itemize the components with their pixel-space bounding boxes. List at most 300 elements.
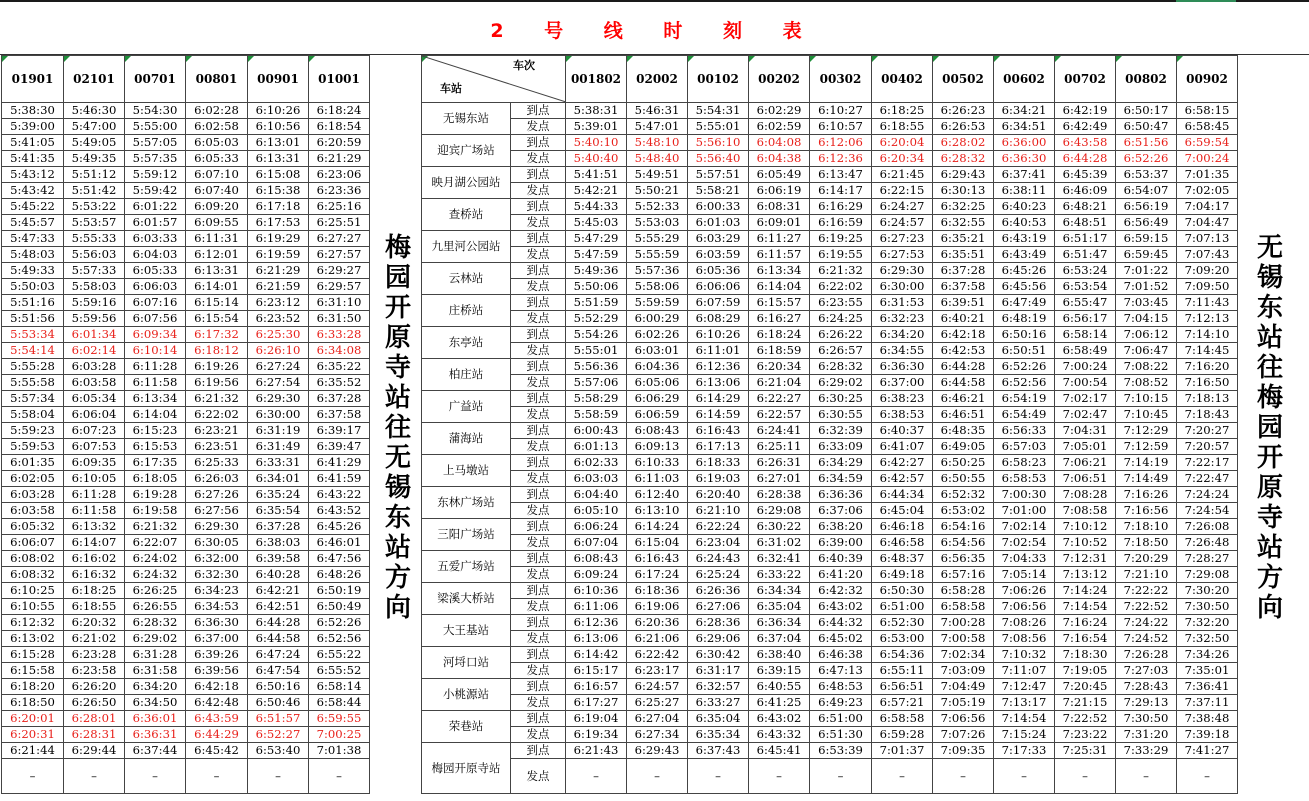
time-cell[interactable]: 6:32:39 [810, 423, 872, 439]
time-cell[interactable]: 6:50:19 [309, 583, 370, 599]
time-cell[interactable]: 6:55:11 [872, 663, 933, 679]
empty-cell[interactable]: – [566, 759, 627, 794]
time-cell[interactable]: 6:49:05 [933, 439, 994, 455]
time-cell[interactable]: 6:11:58 [64, 503, 125, 519]
time-cell[interactable]: 7:20:45 [1055, 679, 1116, 695]
time-cell[interactable]: 6:46:21 [933, 391, 994, 407]
time-cell[interactable]: 6:48:53 [810, 679, 872, 695]
time-cell[interactable]: 6:13:47 [810, 167, 872, 183]
time-cell[interactable]: 6:14:29 [688, 391, 749, 407]
time-cell[interactable]: 7:02:05 [1177, 183, 1238, 199]
time-cell[interactable]: 5:45:03 [566, 215, 627, 231]
time-cell[interactable]: 6:45:41 [749, 743, 810, 759]
time-cell[interactable]: 6:15:58 [2, 663, 64, 679]
time-cell[interactable]: 5:41:05 [2, 135, 64, 151]
time-cell[interactable]: 7:01:52 [1116, 279, 1177, 295]
time-cell[interactable]: 7:02:54 [994, 535, 1055, 551]
time-cell[interactable]: 6:29:02 [125, 631, 186, 647]
time-cell[interactable]: 6:00:43 [566, 423, 627, 439]
time-cell[interactable]: 6:36:31 [125, 727, 186, 743]
time-cell[interactable]: 6:44:28 [933, 359, 994, 375]
time-cell[interactable]: 6:02:05 [2, 471, 64, 487]
time-cell[interactable]: 7:24:52 [1116, 631, 1177, 647]
time-cell[interactable]: 6:52:26 [1116, 151, 1177, 167]
time-cell[interactable]: 6:39:00 [810, 535, 872, 551]
time-cell[interactable]: 6:50:49 [309, 599, 370, 615]
time-cell[interactable]: 6:43:58 [1055, 135, 1116, 151]
time-cell[interactable]: 5:59:56 [64, 311, 125, 327]
time-cell[interactable]: 5:38:31 [566, 103, 627, 119]
time-cell[interactable]: 6:15:14 [186, 295, 248, 311]
time-cell[interactable]: 6:14:59 [688, 407, 749, 423]
time-cell[interactable]: 7:31:20 [1116, 727, 1177, 743]
time-cell[interactable]: 7:09:50 [1177, 279, 1238, 295]
time-cell[interactable]: 6:05:03 [186, 135, 248, 151]
time-cell[interactable]: 6:51:30 [810, 727, 872, 743]
time-cell[interactable]: 6:30:00 [872, 279, 933, 295]
time-cell[interactable]: 6:19:26 [186, 359, 248, 375]
time-cell[interactable]: 6:37:00 [872, 375, 933, 391]
time-cell[interactable]: 6:24:43 [688, 551, 749, 567]
time-cell[interactable]: 5:41:35 [2, 151, 64, 167]
time-cell[interactable]: 6:47:56 [309, 551, 370, 567]
time-cell[interactable]: 6:25:27 [627, 695, 688, 711]
time-cell[interactable]: 6:25:33 [186, 455, 248, 471]
time-cell[interactable]: 6:48:21 [1055, 199, 1116, 215]
time-cell[interactable]: 6:18:55 [64, 599, 125, 615]
time-cell[interactable]: 6:30:25 [810, 391, 872, 407]
time-cell[interactable]: 6:13:34 [125, 391, 186, 407]
time-cell[interactable]: 5:49:51 [627, 167, 688, 183]
time-cell[interactable]: 6:25:51 [309, 215, 370, 231]
time-cell[interactable]: 6:14:42 [566, 647, 627, 663]
time-cell[interactable]: 6:24:27 [872, 199, 933, 215]
time-cell[interactable]: 6:27:56 [186, 503, 248, 519]
time-cell[interactable]: 6:43:02 [810, 599, 872, 615]
station-name[interactable]: 荣巷站 [422, 711, 511, 743]
time-cell[interactable]: 7:01:38 [309, 743, 370, 759]
time-cell[interactable]: 7:20:29 [1116, 551, 1177, 567]
station-name[interactable]: 云林站 [422, 263, 511, 295]
time-cell[interactable]: 6:07:16 [125, 295, 186, 311]
time-cell[interactable]: 6:55:47 [1055, 295, 1116, 311]
time-cell[interactable]: 6:04:03 [125, 247, 186, 263]
time-cell[interactable]: 6:34:50 [125, 695, 186, 711]
time-cell[interactable]: 6:59:45 [1116, 247, 1177, 263]
time-cell[interactable]: 7:18:30 [1055, 647, 1116, 663]
time-cell[interactable]: 5:50:06 [566, 279, 627, 295]
time-cell[interactable]: 6:18:20 [2, 679, 64, 695]
time-cell[interactable]: 6:37:04 [749, 631, 810, 647]
time-cell[interactable]: 6:32:30 [186, 567, 248, 583]
time-cell[interactable]: 5:57:05 [125, 135, 186, 151]
time-cell[interactable]: 5:45:22 [2, 199, 64, 215]
time-cell[interactable]: 6:31:49 [248, 439, 309, 455]
time-cell[interactable]: 6:19:06 [627, 599, 688, 615]
time-cell[interactable]: 6:03:28 [2, 487, 64, 503]
time-cell[interactable]: 6:25:30 [248, 327, 309, 343]
time-cell[interactable]: 6:19:59 [248, 247, 309, 263]
time-cell[interactable]: 7:03:09 [933, 663, 994, 679]
time-cell[interactable]: 5:42:21 [566, 183, 627, 199]
time-cell[interactable]: 6:55:52 [309, 663, 370, 679]
time-cell[interactable]: 6:52:32 [933, 487, 994, 503]
time-cell[interactable]: 6:13:01 [248, 135, 309, 151]
time-cell[interactable]: 6:32:25 [933, 199, 994, 215]
time-cell[interactable]: 6:37:58 [309, 407, 370, 423]
time-cell[interactable]: 6:29:02 [810, 375, 872, 391]
station-name[interactable]: 庄桥站 [422, 295, 511, 327]
time-cell[interactable]: 6:53:39 [810, 743, 872, 759]
time-cell[interactable]: 6:06:19 [749, 183, 810, 199]
time-cell[interactable]: 6:30:00 [248, 407, 309, 423]
time-cell[interactable]: 6:09:13 [627, 439, 688, 455]
time-cell[interactable]: 5:48:10 [627, 135, 688, 151]
time-cell[interactable]: 6:51:17 [1055, 231, 1116, 247]
time-cell[interactable]: 6:06:24 [566, 519, 627, 535]
time-cell[interactable]: 5:59:53 [2, 439, 64, 455]
time-cell[interactable]: 6:13:31 [186, 263, 248, 279]
time-cell[interactable]: 6:29:43 [627, 743, 688, 759]
time-cell[interactable]: 6:37:28 [933, 263, 994, 279]
time-cell[interactable]: 6:02:26 [627, 327, 688, 343]
time-cell[interactable]: 6:30:42 [688, 647, 749, 663]
time-cell[interactable]: 6:11:03 [627, 471, 688, 487]
time-cell[interactable]: 6:37:00 [186, 631, 248, 647]
station-name[interactable]: 东亭站 [422, 327, 511, 359]
time-cell[interactable]: 5:59:16 [64, 295, 125, 311]
time-cell[interactable]: 6:52:56 [994, 375, 1055, 391]
time-cell[interactable]: 7:21:15 [1055, 695, 1116, 711]
time-cell[interactable]: 6:29:30 [872, 263, 933, 279]
time-cell[interactable]: 6:34:20 [125, 679, 186, 695]
time-cell[interactable]: 5:58:29 [566, 391, 627, 407]
time-cell[interactable]: 6:13:06 [566, 631, 627, 647]
time-cell[interactable]: 7:06:21 [1055, 455, 1116, 471]
time-cell[interactable]: 5:57:33 [64, 263, 125, 279]
time-cell[interactable]: 6:43:22 [309, 487, 370, 503]
time-cell[interactable]: 6:03:03 [566, 471, 627, 487]
time-cell[interactable]: 6:37:28 [309, 391, 370, 407]
station-name[interactable]: 无锡东站 [422, 103, 511, 135]
time-cell[interactable]: 7:29:13 [1116, 695, 1177, 711]
time-cell[interactable]: 5:40:40 [566, 151, 627, 167]
time-cell[interactable]: 7:01:00 [994, 503, 1055, 519]
time-cell[interactable]: 7:28:43 [1116, 679, 1177, 695]
time-cell[interactable]: 6:15:57 [749, 295, 810, 311]
time-cell[interactable]: 6:38:40 [749, 647, 810, 663]
time-cell[interactable]: 7:24:54 [1177, 503, 1238, 519]
time-cell[interactable]: 6:27:24 [248, 359, 309, 375]
time-cell[interactable]: 6:45:42 [186, 743, 248, 759]
time-cell[interactable]: 6:40:39 [810, 551, 872, 567]
time-cell[interactable]: 6:50:30 [872, 583, 933, 599]
time-cell[interactable]: 5:54:14 [2, 343, 64, 359]
time-cell[interactable]: 7:38:48 [1177, 711, 1238, 727]
time-cell[interactable]: 6:56:33 [994, 423, 1055, 439]
time-cell[interactable]: 6:20:36 [627, 615, 688, 631]
time-cell[interactable]: 6:02:29 [749, 103, 810, 119]
time-cell[interactable]: 6:56:51 [872, 679, 933, 695]
time-cell[interactable]: 6:15:17 [566, 663, 627, 679]
time-cell[interactable]: 6:03:01 [627, 343, 688, 359]
time-cell[interactable]: 7:01:22 [1116, 263, 1177, 279]
time-cell[interactable]: 5:59:12 [125, 167, 186, 183]
time-cell[interactable]: 6:50:17 [1116, 103, 1177, 119]
time-cell[interactable]: 5:57:35 [125, 151, 186, 167]
time-cell[interactable]: 6:56:49 [1116, 215, 1177, 231]
time-cell[interactable]: 6:12:01 [186, 247, 248, 263]
time-cell[interactable]: 5:47:00 [64, 119, 125, 135]
train-number-header[interactable]: 00602 [994, 56, 1055, 103]
time-cell[interactable]: 6:31:28 [125, 647, 186, 663]
time-cell[interactable]: 6:00:29 [627, 311, 688, 327]
time-cell[interactable]: 7:08:52 [1116, 375, 1177, 391]
time-cell[interactable]: 6:25:24 [688, 567, 749, 583]
time-cell[interactable]: 6:58:23 [994, 455, 1055, 471]
time-cell[interactable]: 7:04:33 [994, 551, 1055, 567]
time-cell[interactable]: 6:34:29 [810, 455, 872, 471]
time-cell[interactable]: 5:49:33 [2, 263, 64, 279]
time-cell[interactable]: 6:33:22 [749, 567, 810, 583]
time-cell[interactable]: 7:12:47 [994, 679, 1055, 695]
time-cell[interactable]: 6:35:34 [688, 727, 749, 743]
time-cell[interactable]: 6:16:32 [64, 567, 125, 583]
time-cell[interactable]: 6:58:44 [309, 695, 370, 711]
time-cell[interactable]: 6:06:06 [688, 279, 749, 295]
time-cell[interactable]: 6:14:17 [810, 183, 872, 199]
time-cell[interactable]: 7:07:13 [1177, 231, 1238, 247]
empty-cell[interactable]: – [749, 759, 810, 794]
empty-cell[interactable]: – [1116, 759, 1177, 794]
time-cell[interactable]: 5:48:40 [627, 151, 688, 167]
time-cell[interactable]: 7:11:43 [1177, 295, 1238, 311]
empty-cell[interactable]: – [186, 759, 248, 794]
time-cell[interactable]: 6:58:28 [933, 583, 994, 599]
time-cell[interactable]: 7:06:56 [994, 599, 1055, 615]
time-cell[interactable]: 6:18:12 [186, 343, 248, 359]
time-cell[interactable]: 6:36:34 [749, 615, 810, 631]
time-cell[interactable]: 6:30:05 [186, 535, 248, 551]
time-cell[interactable]: 6:56:19 [1116, 199, 1177, 215]
time-cell[interactable]: 7:04:31 [1055, 423, 1116, 439]
time-cell[interactable]: 7:14:45 [1177, 343, 1238, 359]
time-cell[interactable]: 7:08:22 [1116, 359, 1177, 375]
time-cell[interactable]: 6:34:21 [994, 103, 1055, 119]
time-cell[interactable]: 6:54:07 [1116, 183, 1177, 199]
time-cell[interactable]: 5:53:57 [64, 215, 125, 231]
time-cell[interactable]: 6:28:36 [688, 615, 749, 631]
time-cell[interactable]: 5:45:57 [2, 215, 64, 231]
time-cell[interactable]: 6:08:29 [688, 311, 749, 327]
time-cell[interactable]: 6:39:15 [749, 663, 810, 679]
time-cell[interactable]: 5:57:34 [2, 391, 64, 407]
time-cell[interactable]: 5:55:01 [566, 343, 627, 359]
station-name[interactable]: 东林广场站 [422, 487, 511, 519]
time-cell[interactable]: 6:58:14 [309, 679, 370, 695]
time-cell[interactable]: 6:01:57 [125, 215, 186, 231]
time-cell[interactable]: 6:48:37 [872, 551, 933, 567]
time-cell[interactable]: 6:16:29 [810, 199, 872, 215]
time-cell[interactable]: 6:26:50 [64, 695, 125, 711]
time-cell[interactable]: 6:18:25 [872, 103, 933, 119]
time-cell[interactable]: 7:25:31 [1055, 743, 1116, 759]
time-cell[interactable]: 6:19:29 [248, 231, 309, 247]
time-cell[interactable]: 6:25:16 [309, 199, 370, 215]
station-name[interactable]: 迎宾广场站 [422, 135, 511, 167]
time-cell[interactable]: 7:22:47 [1177, 471, 1238, 487]
time-cell[interactable]: 6:46:38 [810, 647, 872, 663]
train-number-header[interactable]: 00202 [749, 56, 810, 103]
time-cell[interactable]: 6:46:58 [872, 535, 933, 551]
time-cell[interactable]: 6:35:51 [933, 247, 994, 263]
time-cell[interactable]: 6:08:43 [566, 551, 627, 567]
time-cell[interactable]: 6:42:57 [872, 471, 933, 487]
time-cell[interactable]: 6:18:25 [64, 583, 125, 599]
time-cell[interactable]: 6:57:03 [994, 439, 1055, 455]
time-cell[interactable]: 6:40:53 [994, 215, 1055, 231]
time-cell[interactable]: 5:55:28 [2, 359, 64, 375]
station-name[interactable]: 九里河公园站 [422, 231, 511, 263]
time-cell[interactable]: 7:26:48 [1177, 535, 1238, 551]
time-cell[interactable]: 6:28:02 [933, 135, 994, 151]
time-cell[interactable]: 6:34:20 [872, 327, 933, 343]
time-cell[interactable]: 6:30:22 [749, 519, 810, 535]
time-cell[interactable]: 6:27:53 [872, 247, 933, 263]
time-cell[interactable]: 6:10:33 [627, 455, 688, 471]
time-cell[interactable]: 6:12:36 [566, 615, 627, 631]
time-cell[interactable]: 6:05:32 [2, 519, 64, 535]
train-number-header[interactable]: 00701 [125, 56, 186, 103]
time-cell[interactable]: 6:07:56 [125, 311, 186, 327]
time-cell[interactable]: 6:32:23 [872, 311, 933, 327]
time-cell[interactable]: 6:46:09 [1055, 183, 1116, 199]
time-cell[interactable]: 5:51:56 [2, 311, 64, 327]
time-cell[interactable]: 6:54:19 [994, 391, 1055, 407]
time-cell[interactable]: 7:07:43 [1177, 247, 1238, 263]
station-name[interactable]: 查桥站 [422, 199, 511, 231]
time-cell[interactable]: 6:10:26 [688, 327, 749, 343]
time-cell[interactable]: 5:43:12 [2, 167, 64, 183]
time-cell[interactable]: 6:36:30 [872, 359, 933, 375]
time-cell[interactable]: 6:38:03 [248, 535, 309, 551]
time-cell[interactable]: 6:40:23 [994, 199, 1055, 215]
time-cell[interactable]: 7:02:14 [994, 519, 1055, 535]
time-cell[interactable]: 6:38:53 [872, 407, 933, 423]
time-cell[interactable]: 6:33:27 [688, 695, 749, 711]
time-cell[interactable]: 6:41:20 [810, 567, 872, 583]
time-cell[interactable]: 7:33:29 [1116, 743, 1177, 759]
time-cell[interactable]: 7:00:30 [994, 487, 1055, 503]
time-cell[interactable]: 6:23:17 [627, 663, 688, 679]
time-cell[interactable]: 6:39:58 [248, 551, 309, 567]
time-cell[interactable]: 6:45:56 [994, 279, 1055, 295]
time-cell[interactable]: 6:13:02 [2, 631, 64, 647]
time-cell[interactable]: 6:18:24 [749, 327, 810, 343]
station-name[interactable]: 广益站 [422, 391, 511, 423]
time-cell[interactable]: 7:11:07 [994, 663, 1055, 679]
time-cell[interactable]: 6:20:34 [749, 359, 810, 375]
time-cell[interactable]: 6:19:28 [125, 487, 186, 503]
time-cell[interactable]: 6:29:44 [64, 743, 125, 759]
time-cell[interactable]: 7:26:08 [1177, 519, 1238, 535]
time-cell[interactable]: 6:39:51 [933, 295, 994, 311]
time-cell[interactable]: 6:40:28 [248, 567, 309, 583]
time-cell[interactable]: 6:14:07 [64, 535, 125, 551]
time-cell[interactable]: 6:23:21 [186, 423, 248, 439]
time-cell[interactable]: 6:11:01 [688, 343, 749, 359]
time-cell[interactable]: 5:53:22 [64, 199, 125, 215]
train-number-header[interactable]: 00902 [1177, 56, 1238, 103]
time-cell[interactable]: 6:09:55 [186, 215, 248, 231]
time-cell[interactable]: 7:32:50 [1177, 631, 1238, 647]
time-cell[interactable]: 7:16:50 [1177, 375, 1238, 391]
time-cell[interactable]: 6:27:04 [627, 711, 688, 727]
time-cell[interactable]: 7:41:27 [1177, 743, 1238, 759]
time-cell[interactable]: 6:01:34 [64, 327, 125, 343]
time-cell[interactable]: 7:00:24 [1177, 151, 1238, 167]
time-cell[interactable]: 7:04:47 [1177, 215, 1238, 231]
time-cell[interactable]: 7:00:54 [1055, 375, 1116, 391]
time-cell[interactable]: 6:29:30 [248, 391, 309, 407]
time-cell[interactable]: 6:34:01 [248, 471, 309, 487]
time-cell[interactable]: 5:59:59 [627, 295, 688, 311]
time-cell[interactable]: 6:53:37 [1116, 167, 1177, 183]
time-cell[interactable]: 7:32:20 [1177, 615, 1238, 631]
time-cell[interactable]: 6:23:58 [64, 663, 125, 679]
time-cell[interactable]: 7:18:10 [1116, 519, 1177, 535]
time-cell[interactable]: 6:02:33 [566, 455, 627, 471]
time-cell[interactable]: 5:46:30 [64, 103, 125, 119]
time-cell[interactable]: 6:40:37 [872, 423, 933, 439]
time-cell[interactable]: 6:11:06 [566, 599, 627, 615]
time-cell[interactable]: 5:57:51 [688, 167, 749, 183]
time-cell[interactable]: 7:08:26 [994, 615, 1055, 631]
time-cell[interactable]: 6:32:55 [933, 215, 994, 231]
time-cell[interactable]: 6:53:02 [933, 503, 994, 519]
time-cell[interactable]: 6:09:24 [566, 567, 627, 583]
time-cell[interactable]: 6:44:28 [248, 615, 309, 631]
time-cell[interactable]: 6:10:05 [64, 471, 125, 487]
train-number-header[interactable]: 00502 [933, 56, 994, 103]
time-cell[interactable]: 7:39:18 [1177, 727, 1238, 743]
time-cell[interactable]: 6:08:32 [2, 567, 64, 583]
time-cell[interactable]: 6:21:29 [248, 263, 309, 279]
time-cell[interactable]: 5:55:58 [2, 375, 64, 391]
time-cell[interactable]: 5:41:51 [566, 167, 627, 183]
time-cell[interactable]: 6:26:36 [688, 583, 749, 599]
time-cell[interactable]: 6:59:55 [309, 711, 370, 727]
time-cell[interactable]: 5:56:10 [688, 135, 749, 151]
time-cell[interactable]: 6:11:58 [125, 375, 186, 391]
time-cell[interactable]: 6:01:35 [2, 455, 64, 471]
time-cell[interactable]: 6:22:57 [749, 407, 810, 423]
time-cell[interactable]: 7:09:35 [933, 743, 994, 759]
time-cell[interactable]: 6:46:01 [309, 535, 370, 551]
time-cell[interactable]: 6:24:41 [749, 423, 810, 439]
time-cell[interactable]: 7:35:01 [1177, 663, 1238, 679]
time-cell[interactable]: 6:19:34 [566, 727, 627, 743]
time-cell[interactable]: 7:06:26 [994, 583, 1055, 599]
time-cell[interactable]: 6:43:49 [994, 247, 1055, 263]
train-number-header[interactable]: 02101 [64, 56, 125, 103]
time-cell[interactable]: 6:37:43 [688, 743, 749, 759]
time-cell[interactable]: 5:54:26 [566, 327, 627, 343]
time-cell[interactable]: 6:05:34 [64, 391, 125, 407]
time-cell[interactable]: 5:47:29 [566, 231, 627, 247]
time-cell[interactable]: 7:16:20 [1177, 359, 1238, 375]
time-cell[interactable]: 6:27:34 [627, 727, 688, 743]
